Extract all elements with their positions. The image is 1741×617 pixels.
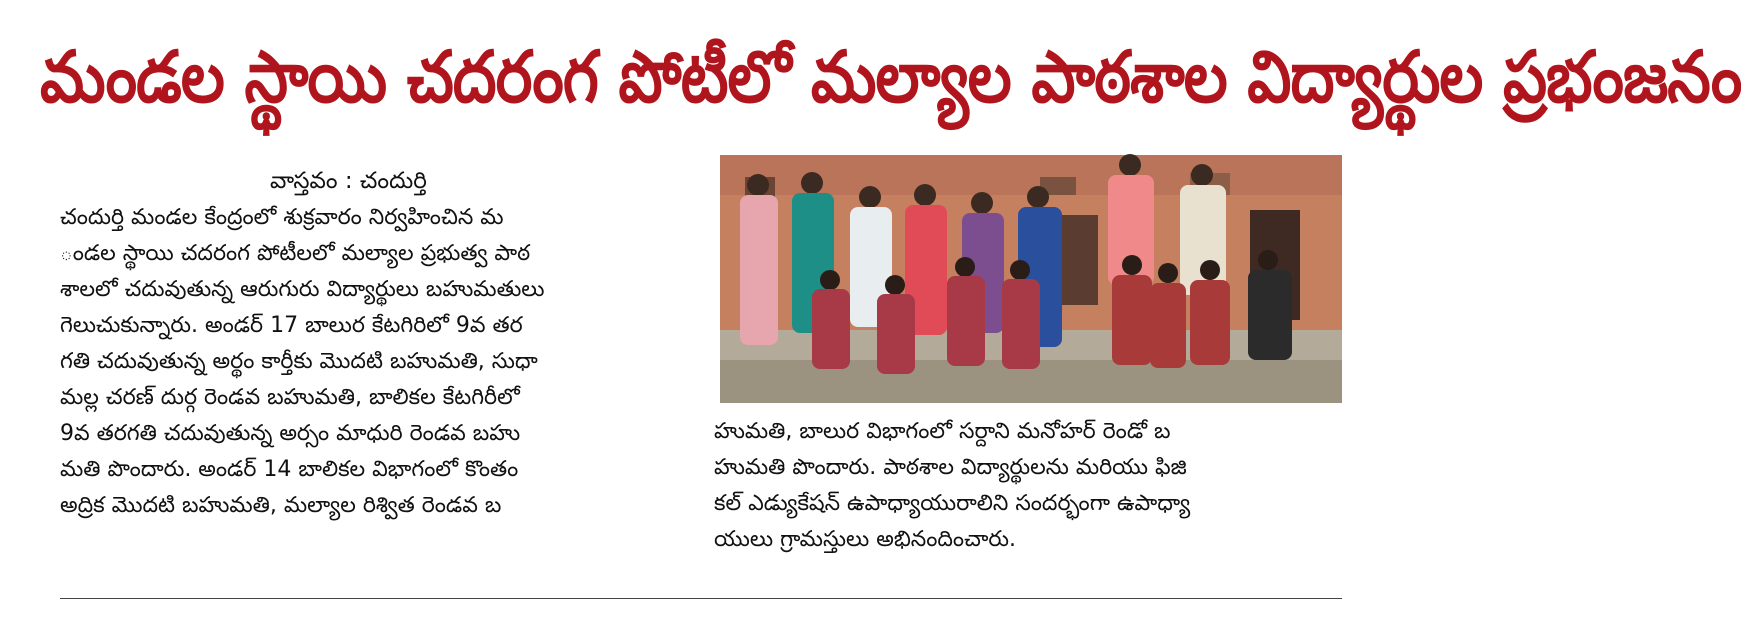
headline: మండల స్థాయి చదరంగ పోటీలో మల్యాల పాఠశాల విద్యార్థుల ప్రభంజనం [40, 34, 1741, 119]
body-line: హుమతి పొందారు. పాఠశాల విద్యార్థులను మరియు ఫిజి [714, 455, 1187, 480]
body-line: మతి పొందారు. అండర్ 14 బాలికల విభాగంలో కొంతం [60, 457, 519, 482]
body-line: ండల స్థాయి చదరంగ పోటీలలో మల్యాల ప్రభుత్వ పాఠ [60, 241, 531, 266]
body-line: యులు గ్రామస్తులు అభినందించారు. [714, 527, 1016, 552]
body-line: గెలుచుకున్నారు. అండర్ 17 బాలుర కేటగిరిలో 9వ తర [60, 313, 523, 338]
dateline: వాస్తవం : చందుర్తి [270, 168, 427, 194]
body-line: హుమతి, బాలుర విభాగంలో సర్దాని మనోహర్ రెండో బ [714, 419, 1171, 444]
article-body-left [60, 200, 690, 524]
group-photo [720, 155, 1342, 403]
body-line: కల్ ఎడ్యుకేషన్ ఉపాధ్యాయురాలిని సందర్భంగా ఉపాధ్యా [714, 491, 1191, 516]
body-line: 9వ తరగతి చదువుతున్న అర్సం మాధురి రెండవ బహు [60, 421, 521, 446]
bottom-divider [60, 598, 1342, 599]
article-body-right [714, 414, 1334, 558]
body-line: చందుర్తి మండల కేంద్రంలో శుక్రవారం నిర్వహించిన మ [60, 205, 504, 230]
body-line: అద్రిక మొదటి బహుమతి, మల్యాల రిశ్విత రెండవ బ [60, 493, 502, 518]
body-line: శాలలో చదువుతున్న ఆరుగురు విద్యార్థులు బహుమతులు [60, 277, 545, 302]
body-line: మల్ల చరణ్ దుర్గ రెండవ బహుమతి, బాలికల కేటగిరీలో [60, 385, 520, 410]
body-line: గతి చదువుతున్న అర్థం కార్తీకు మొదటి బహుమతి, సుధా [60, 349, 538, 374]
